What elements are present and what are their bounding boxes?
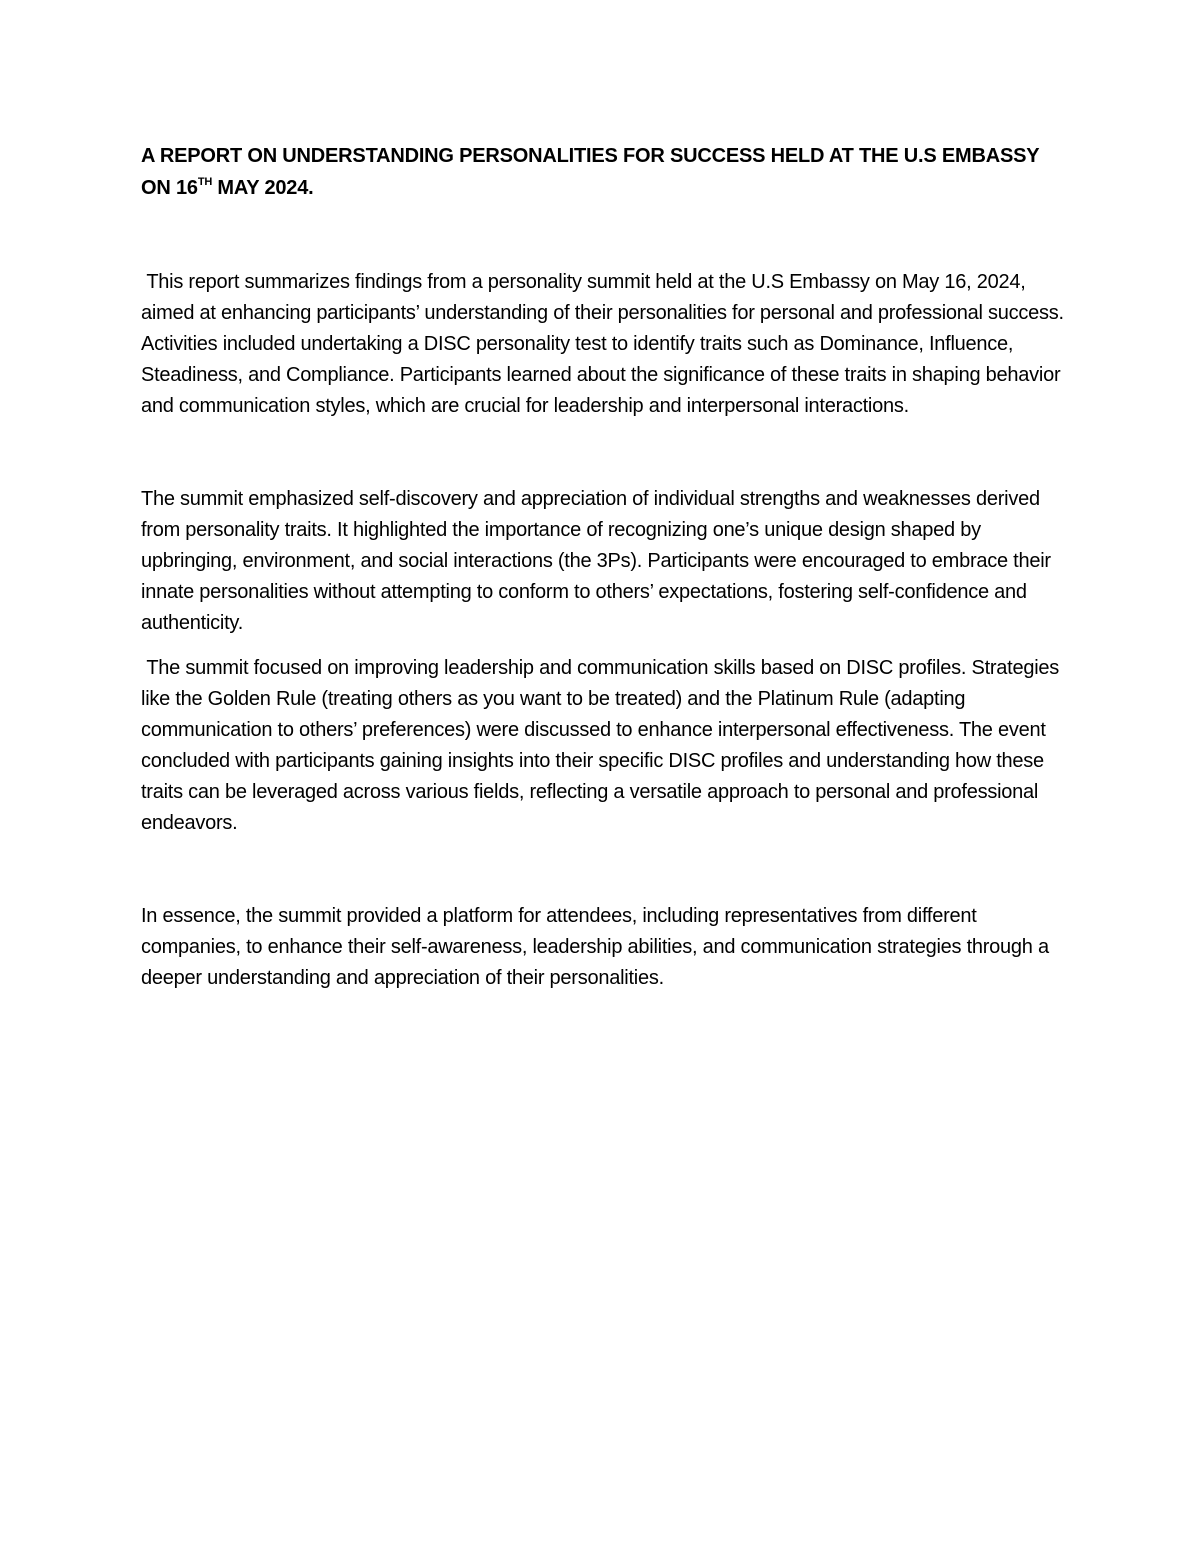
paragraph-summary: This report summarizes findings from a personality summit held at the U.S Embassy on May 16, 2024, aimed at enhancing participants’ understanding of their personalities for personal and professional success. Activities included undertaking a DISC personality test to identify traits such as Dominance, Influence, Steadiness, and Compliance. Participants learned about the significance of these traits in shaping behavior and communication styles, which are crucial for leadership and interpersonal interactions. — [141, 271, 1069, 417]
report-title-main: A REPORT ON UNDERSTANDING PERSONALITIES FOR SUCCESS HELD AT THE U.S EMBASSY ON 16 — [141, 145, 1040, 199]
paragraph-conclusion: In essence, the summit provided a platform for attendees, including representatives from different companies, to enhance their self-awareness, leadership abilities, and communication strategies through a deeper understanding and appreciation of their personalities. — [141, 905, 1049, 989]
paragraph-self-discovery: The summit emphasized self-discovery and appreciation of individual strengths and weaknesses derived from personality traits. It highlighted the importance of recognizing one’s unique design shaped by upbringing, environment, and social interactions (the 3Ps). Participants were encouraged to embrace their innate personalities without attempting to conform to others’ expectations, fostering self-confidence and authenticity. — [141, 488, 1051, 634]
report-title-tail: MAY 2024. — [212, 177, 314, 199]
report-title-superscript: TH — [197, 176, 213, 189]
paragraph-leadership: The summit focused on improving leadership and communication skills based on DISC profiles. Strategies like the Golden Rule (treating others as you want to be treated) and the Platinum Rule (adapting communication to others’ preferences) were discussed to enhance interpersonal effectiveness. The event concluded with participants gaining insights into their specific DISC profiles and understanding how these traits can be leveraged across various fields, reflecting a versatile approach to personal and professional endeavors. — [141, 657, 1065, 834]
document-body — [141, 140, 1069, 994]
report-title — [141, 140, 1066, 204]
